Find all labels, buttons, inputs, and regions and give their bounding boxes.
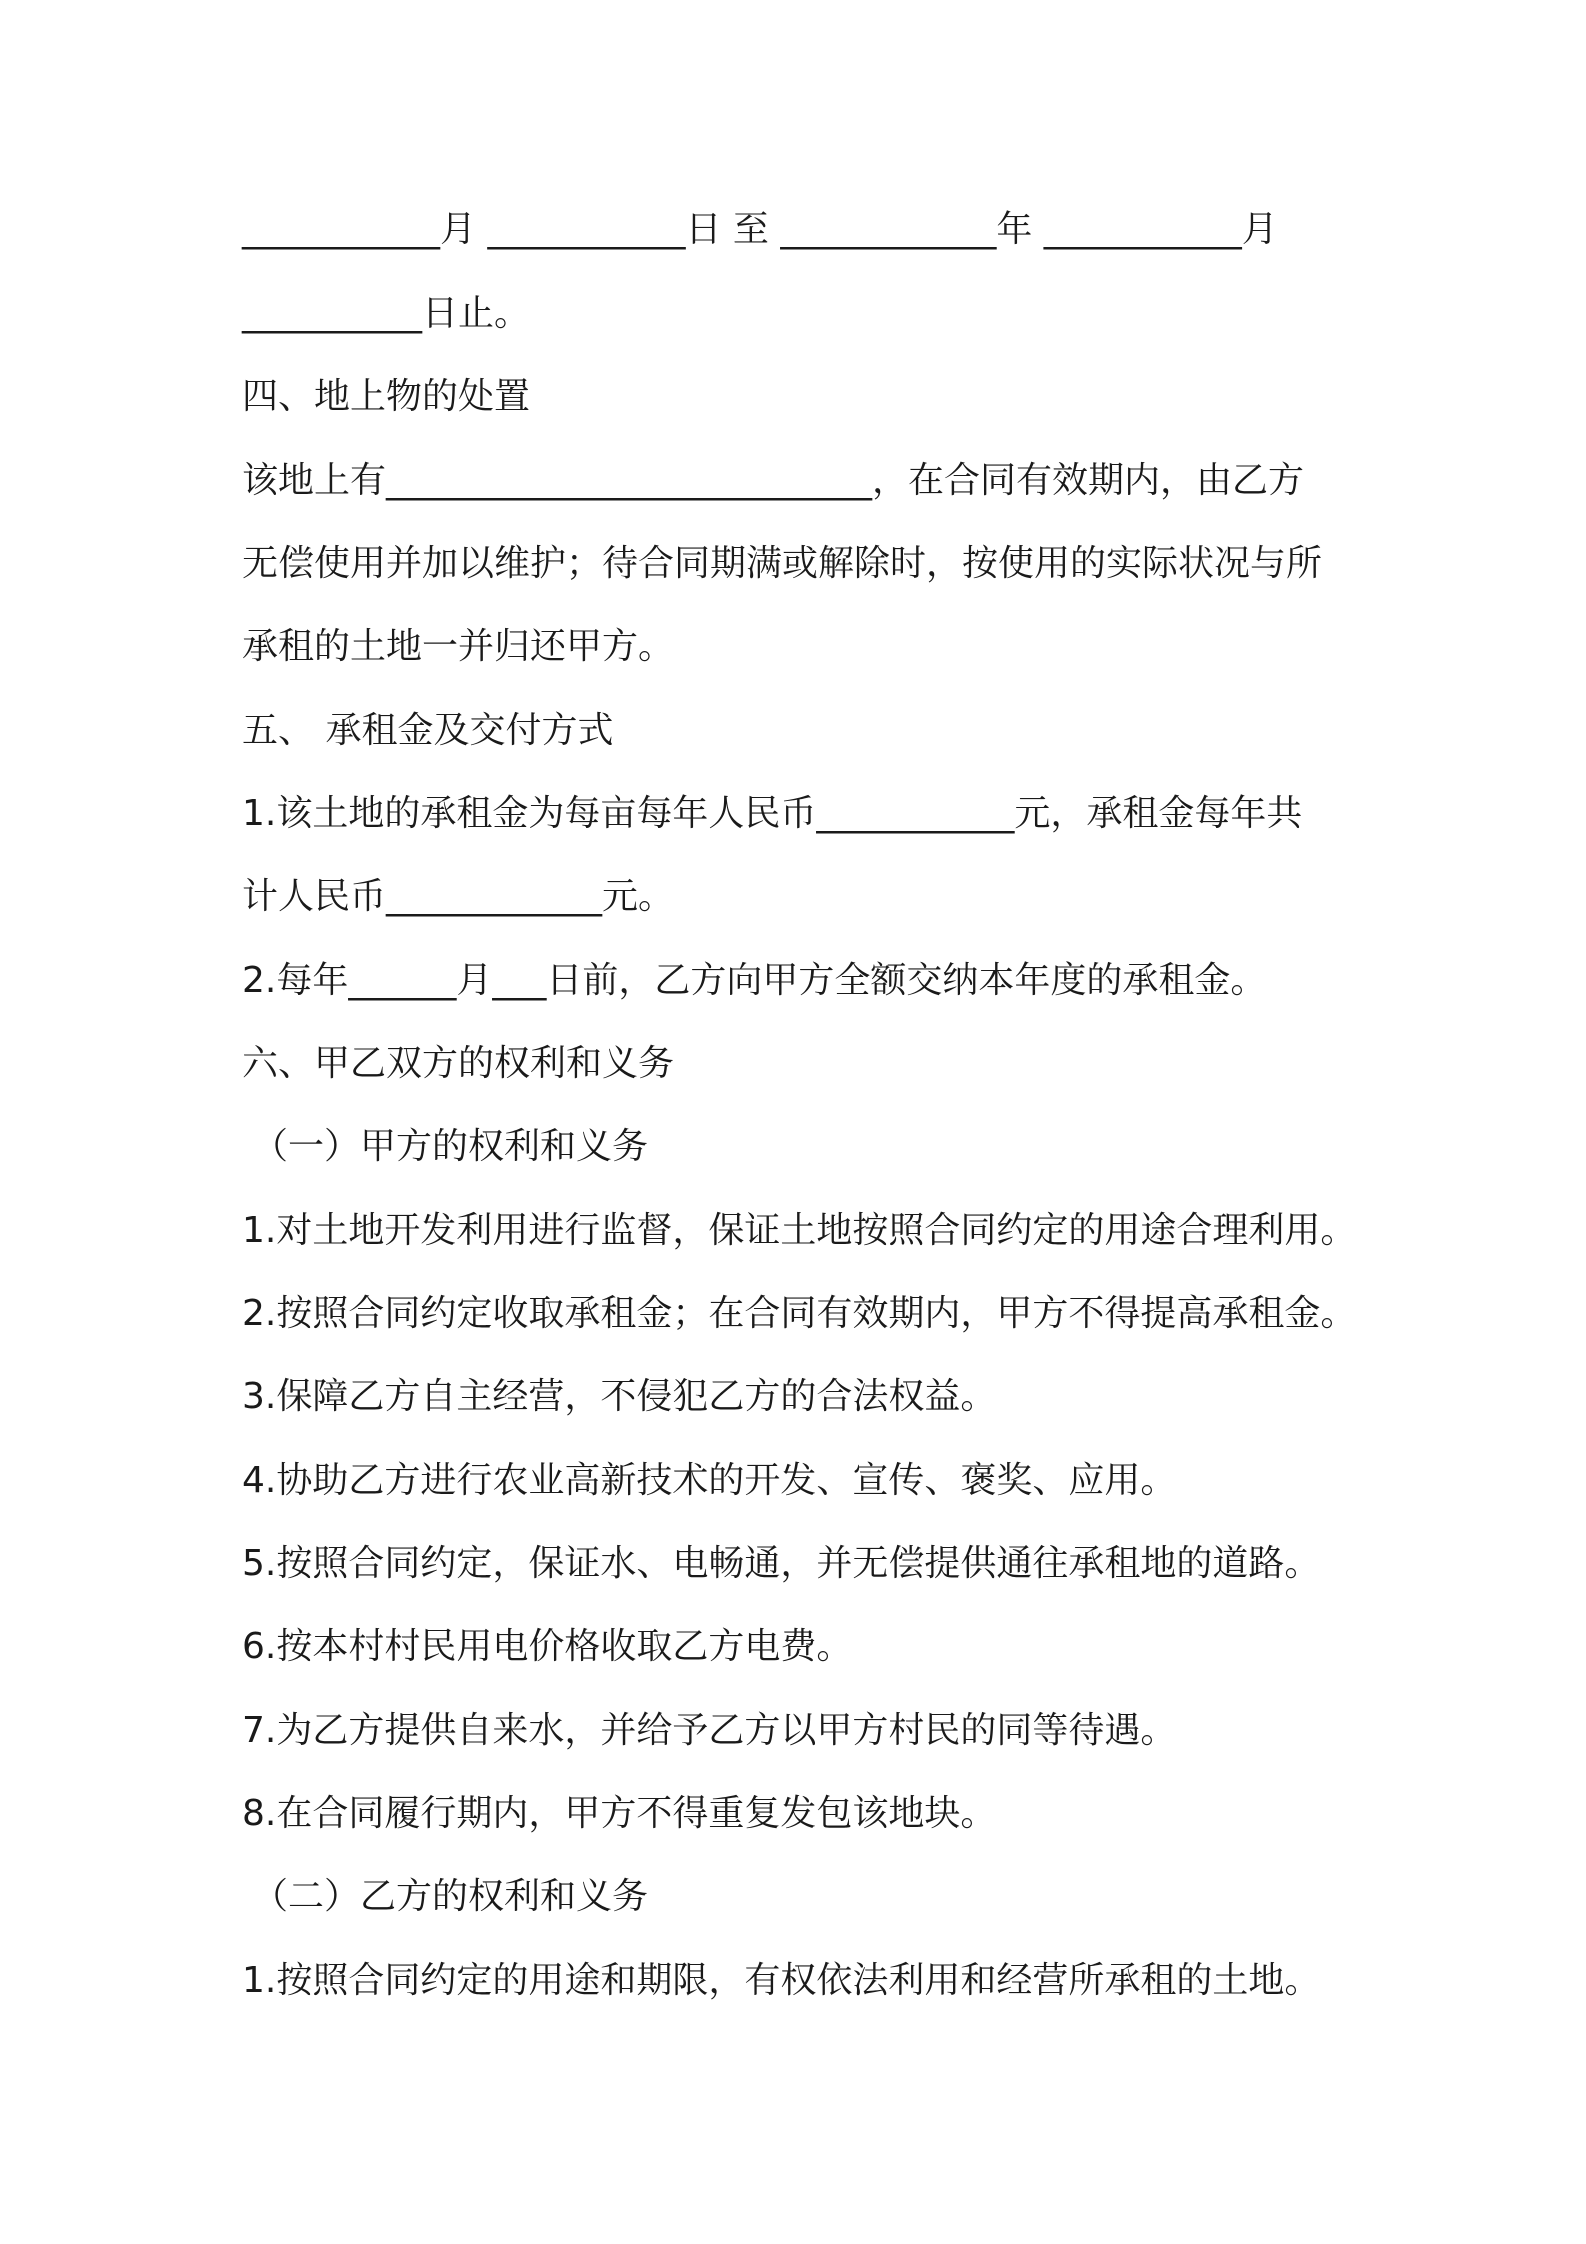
list-item: 7.为乙方提供自来水，并给予乙方以甲方村民的同等待遇。	[242, 1710, 1177, 1751]
list-item: 1.对土地开发利用进行监督，保证土地按照合同约定的用途合理利用。	[242, 1210, 1357, 1251]
paragraph-line: 2.每年______月___日前，乙方向甲方全额交纳本年度的承租金。	[242, 960, 1267, 1001]
list-item: 1.按照合同约定的用途和期限，有权依法利用和经营所承租的土地。	[242, 1960, 1321, 2001]
date-end-line: __________日止。	[242, 293, 531, 334]
paragraph-line: 计人民币____________元。	[242, 876, 675, 917]
list-item: 2.按照合同约定收取承租金；在合同有效期内，甲方不得提高承租金。	[242, 1293, 1357, 1334]
section-heading-6: 六、甲乙双方的权利和义务	[242, 1043, 675, 1084]
list-item: 3.保障乙方自主经营，不侵犯乙方的合法权益。	[242, 1376, 997, 1417]
list-item: 5.按照合同约定，保证水、电畅通，并无偿提供通往承租地的道路。	[242, 1543, 1321, 1584]
paragraph-line: 1.该土地的承租金为每亩每年人民币___________元，承租金每年共	[242, 793, 1303, 834]
section-heading-4: 四、地上物的处置	[242, 376, 531, 417]
subsection-heading-2: （二）乙方的权利和义务	[252, 1876, 649, 1917]
section-heading-5: 五、 承租金及交付方式	[242, 710, 614, 751]
date-range-line: ___________月 ___________日 至 ____________年 ___________月	[242, 209, 1278, 250]
list-item: 4.协助乙方进行农业高新技术的开发、宣传、褒奖、应用。	[242, 1460, 1177, 1501]
paragraph-line: 承租的土地一并归还甲方。	[242, 626, 675, 667]
list-item: 8.在合同履行期内，甲方不得重复发包该地块。	[242, 1793, 997, 1834]
list-item: 6.按本村村民用电价格收取乙方电费。	[242, 1626, 853, 1667]
paragraph-line: 该地上有___________________________，在合同有效期内，由乙方	[242, 460, 1305, 501]
paragraph-line: 无偿使用并加以维护；待合同期满或解除时，按使用的实际状况与所	[242, 543, 1323, 584]
subsection-heading-1: （一）甲方的权利和义务	[252, 1126, 649, 1167]
